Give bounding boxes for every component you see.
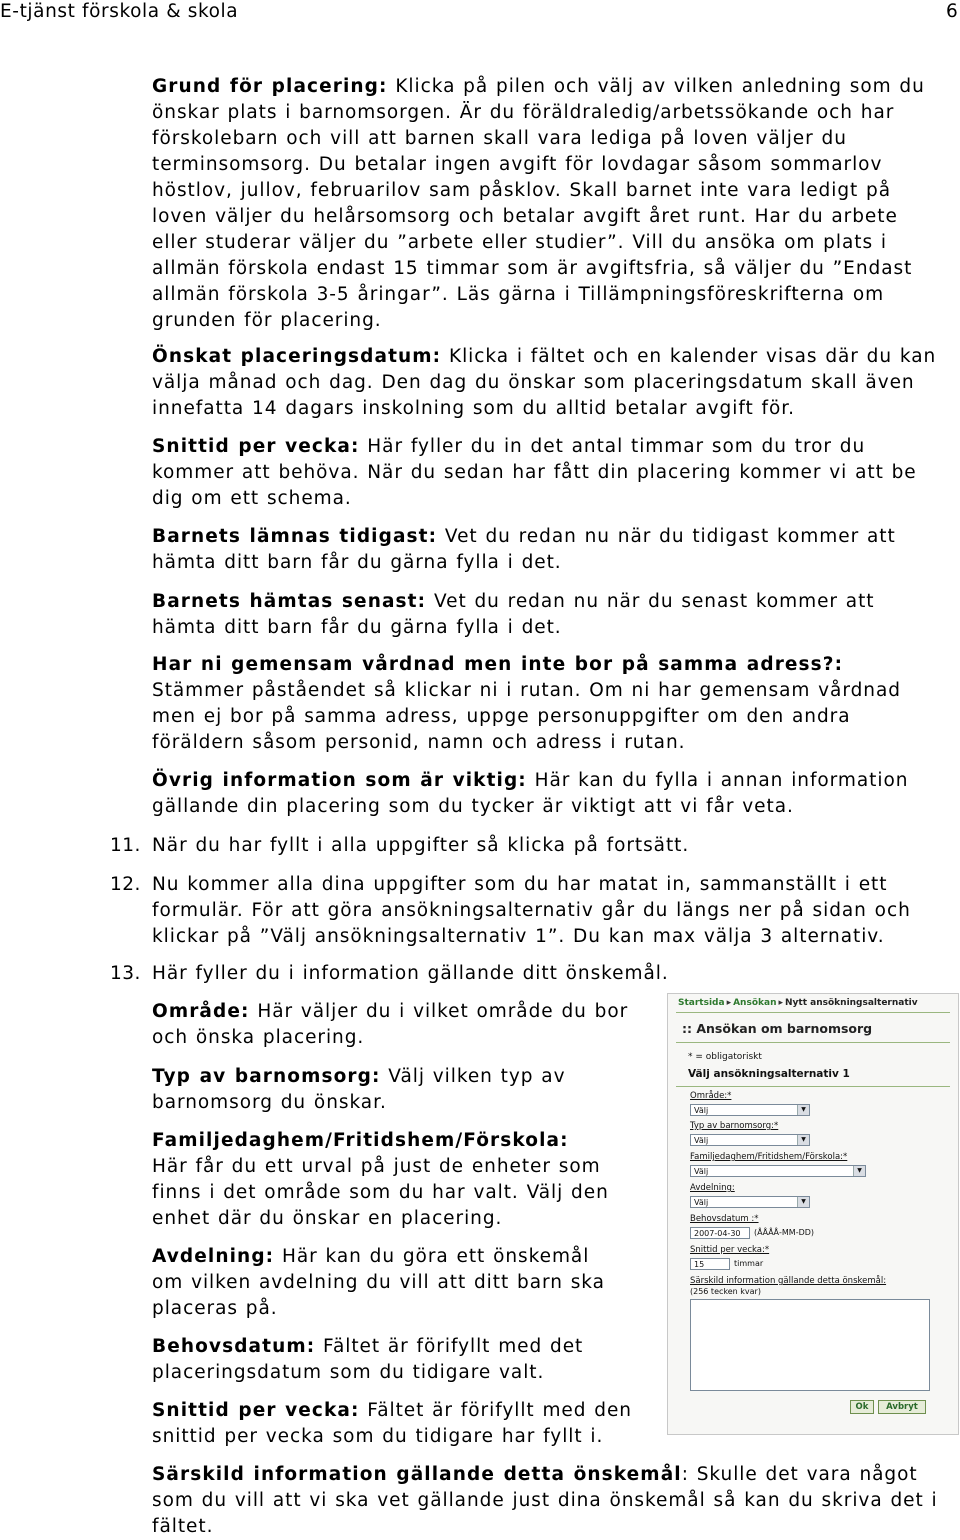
line: enhet där du önskar en placering.: [152, 1208, 503, 1229]
line: och önska placering.: [152, 1027, 365, 1048]
term-avd: Avdelning:: [152, 1246, 275, 1267]
required-note: * = obligatoriskt: [688, 1052, 762, 1062]
divider: [676, 1012, 950, 1013]
line: Stämmer påståendet så klickar ni i rutan. Om ni har gemensam vårdnad: [152, 680, 901, 701]
line: grunden för placering.: [152, 310, 382, 331]
snitt-label: Snittid per vecka:*: [690, 1245, 770, 1255]
term-datum: Önskat placeringsdatum:: [152, 346, 442, 367]
line: loven väljer du helårsomsorg och betalar avgift året runt. Har du arbete: [152, 206, 898, 227]
term-snitt: Snittid per vecka:: [152, 436, 360, 457]
line: finns i det område som du har valt. Välj den: [152, 1182, 609, 1203]
line: höstlov, jullov, februarilov sam påsklov. Skall barnet inte vara ledigt på: [152, 180, 892, 201]
chevron-down-icon: ▼: [797, 1197, 809, 1207]
term-lamnas: Barnets lämnas tidigast:: [152, 526, 438, 547]
page-number: 6: [946, 1, 958, 22]
form-screenshot: [667, 993, 959, 1435]
breadcrumb: [678, 998, 918, 1008]
line: formulär. För att göra ansökningsalternativ går du längs ner på sidan och: [152, 900, 911, 921]
line: Vet du redan nu när du tidigast kommer att: [437, 526, 896, 547]
section-heading: Välj ansökningsalternativ 1: [688, 1068, 850, 1080]
line: Här kan du fylla i annan information: [526, 770, 909, 791]
paragraph-datum: [152, 344, 960, 422]
line: hämta ditt barn får du gärna fylla i det.: [152, 552, 562, 573]
term-vardnad: Har ni gemensam vårdnad men inte bor på samma adress?: [152, 654, 835, 675]
paragraph-grund: [152, 74, 960, 334]
line: klickar på ”Välj ansökningsalternativ 1”. Du kan max välja 3 alternativ.: [152, 926, 885, 947]
term-behov: Behovsdatum:: [152, 1336, 316, 1357]
line: dig om ett schema.: [152, 488, 352, 509]
line: Klicka i fältet och en kalender visas där du kan: [441, 346, 937, 367]
line: allmän förskola 3-5 åringar”. Läs gärna i Tillämpningsföreskrifterna om: [152, 284, 885, 305]
list-item-11: [152, 833, 960, 859]
term-grund: Grund för placering:: [152, 76, 388, 97]
line: Fältet är förifyllt med den: [359, 1400, 632, 1421]
line: fältet.: [152, 1516, 214, 1537]
omrade-select[interactable]: [690, 1104, 810, 1116]
line: Fältet är förifyllt med det: [315, 1336, 584, 1357]
fam-select[interactable]: [690, 1165, 866, 1177]
paragraph-ovrig: [152, 768, 960, 820]
field-typ-desc: [152, 1064, 652, 1116]
breadcrumb-startsida[interactable]: Startsida: [678, 998, 725, 1008]
document-header-title: E-tjänst förskola & skola: [0, 1, 239, 22]
line: Här får du ett urval på just de enheter som: [152, 1156, 601, 1177]
line: allmän förskola endast 15 timmar som är avgiftsfria, så väljer du ”Endast: [152, 258, 913, 279]
line: som du vill att vi ska vet gällande just dina önskemål så kan du skriva det i: [152, 1490, 938, 1511]
behov-hint: (ÅÅÅÅ-MM-DD): [754, 1228, 815, 1237]
line: terminsomsorg. Du betalar ingen avgift för lovdagar såsom sommarlov: [152, 154, 883, 175]
list-item-13: [152, 961, 960, 987]
divider: [676, 1086, 950, 1087]
sarskild-hint: (256 tecken kvar): [690, 1287, 761, 1296]
list-item-12: [152, 872, 960, 950]
line: förskolebarn och vill att barnen skall vara lediga på loven väljer du: [152, 128, 847, 149]
breadcrumb-current: Nytt ansökningsalternativ: [785, 998, 918, 1008]
snitt-unit: timmar: [734, 1259, 764, 1268]
line: Nu kommer alla dina uppgifter som du har matat in, sammanställt i ett: [152, 874, 888, 895]
chevron-down-icon: ▼: [797, 1135, 809, 1145]
omrade-select-value: Välj: [694, 1106, 709, 1115]
term-hamtas: Barnets hämtas senast:: [152, 591, 427, 612]
line: önskar plats i barnomsorgen. Är du föräldraledig/arbetssökande och har: [152, 102, 895, 123]
form-title: :: Ansökan om barnomsorg: [682, 1021, 873, 1036]
typ-label: Typ av barnomsorg:*: [690, 1121, 779, 1131]
line: välja månad och dag. Den dag du önskar som placeringsdatum skall även: [152, 372, 915, 393]
line: placeras på.: [152, 1298, 278, 1319]
line: föräldern såsom personid, namn och adress i rutan.: [152, 732, 686, 753]
line: innefatta 14 dagars inskolning som du alltid betalar avgift för.: [152, 398, 795, 419]
chevron-down-icon: ▼: [853, 1166, 865, 1176]
line: Här väljer du i vilket område du bor: [249, 1001, 629, 1022]
field-fam-desc: [152, 1128, 652, 1232]
line: Klicka på pilen och välj av vilken anledning som du: [387, 76, 925, 97]
typ-select[interactable]: [690, 1134, 810, 1146]
ok-button[interactable]: Ok: [850, 1400, 874, 1414]
cancel-button[interactable]: Avbryt: [878, 1400, 926, 1414]
line: Här fyller du i information gällande ditt önskemål.: [152, 963, 669, 984]
fam-label: Familjedaghem/Fritidshem/Förskola:*: [690, 1152, 848, 1162]
line: eller studerar väljer du ”arbete eller studier”. Vill du ansöka om plats i: [152, 232, 887, 253]
list-number-12: 12.: [110, 874, 141, 895]
field-sarskild-desc: [152, 1462, 960, 1540]
field-omrade-desc: [152, 999, 652, 1051]
avd-label: Avdelning:: [690, 1183, 735, 1193]
line: barnomsorg du önskar.: [152, 1092, 387, 1113]
omrade-label: Område:*: [690, 1091, 732, 1101]
list-number-13: 13.: [110, 963, 141, 984]
chevron-right-icon: ▸: [726, 998, 732, 1008]
term-ovrig: Övrig information som är viktig:: [152, 770, 527, 791]
sarskild-textarea[interactable]: [690, 1299, 930, 1391]
line: men ej bor på samma adress, uppge personuppgifter om den andra: [152, 706, 851, 727]
divider: [676, 1042, 950, 1043]
field-avd-desc: [152, 1244, 652, 1322]
breadcrumb-ansokan[interactable]: Ansökan: [733, 998, 777, 1008]
paragraph-lamnas: [152, 524, 960, 576]
field-snitt2-desc: [152, 1398, 652, 1450]
term-colon: :: [834, 654, 844, 675]
line: gällande din placering som du tycker är viktigt att vi får veta.: [152, 796, 794, 817]
field-behov-desc: [152, 1334, 652, 1386]
term-omrade: Område:: [152, 1001, 250, 1022]
behov-input[interactable]: 2007-04-30: [690, 1227, 750, 1239]
snitt-input[interactable]: 15: [690, 1258, 730, 1270]
fam-select-value: Välj: [694, 1167, 709, 1176]
line: snittid per vecka som du tidigare har fyllt i.: [152, 1426, 604, 1447]
paragraph-snitt: [152, 434, 960, 512]
line: placeringsdatum som du tidigare valt.: [152, 1362, 545, 1383]
line: kommer att behöva. När du sedan har fått din placering kommer vi att be: [152, 462, 917, 483]
line: När du har fyllt i alla uppgifter så klicka på fortsätt.: [152, 835, 690, 856]
line: Vet du redan nu när du senast kommer att: [426, 591, 875, 612]
term-snitt2: Snittid per vecka:: [152, 1400, 360, 1421]
list-number-11: 11.: [110, 835, 141, 856]
line: hämta ditt barn får du gärna fylla i det.: [152, 617, 562, 638]
term-sarskild: Särskild information gällande detta önskemål: [152, 1464, 682, 1485]
chevron-down-icon: ▼: [797, 1105, 809, 1115]
behov-label: Behovsdatum :*: [690, 1214, 759, 1224]
term-typ: Typ av barnomsorg:: [152, 1066, 381, 1087]
paragraph-vardnad: [152, 652, 960, 756]
line: Här kan du göra ett önskemål: [274, 1246, 590, 1267]
line: om vilken avdelning du vill att ditt barn ska: [152, 1272, 605, 1293]
line: : Skulle det vara något: [681, 1464, 918, 1485]
avd-select-value: Välj: [694, 1198, 709, 1207]
line: Här fyller du in det antal timmar som du tror du: [359, 436, 866, 457]
chevron-right-icon: ▸: [778, 998, 784, 1008]
paragraph-hamtas: [152, 589, 960, 641]
typ-select-value: Välj: [694, 1136, 709, 1145]
avd-select[interactable]: [690, 1196, 810, 1208]
line: Välj vilken typ av: [380, 1066, 566, 1087]
term-fam: Familjedaghem/Fritidshem/Förskola:: [152, 1130, 569, 1151]
sarskild-label: Särskild information gällande detta önskemål:: [690, 1276, 887, 1286]
